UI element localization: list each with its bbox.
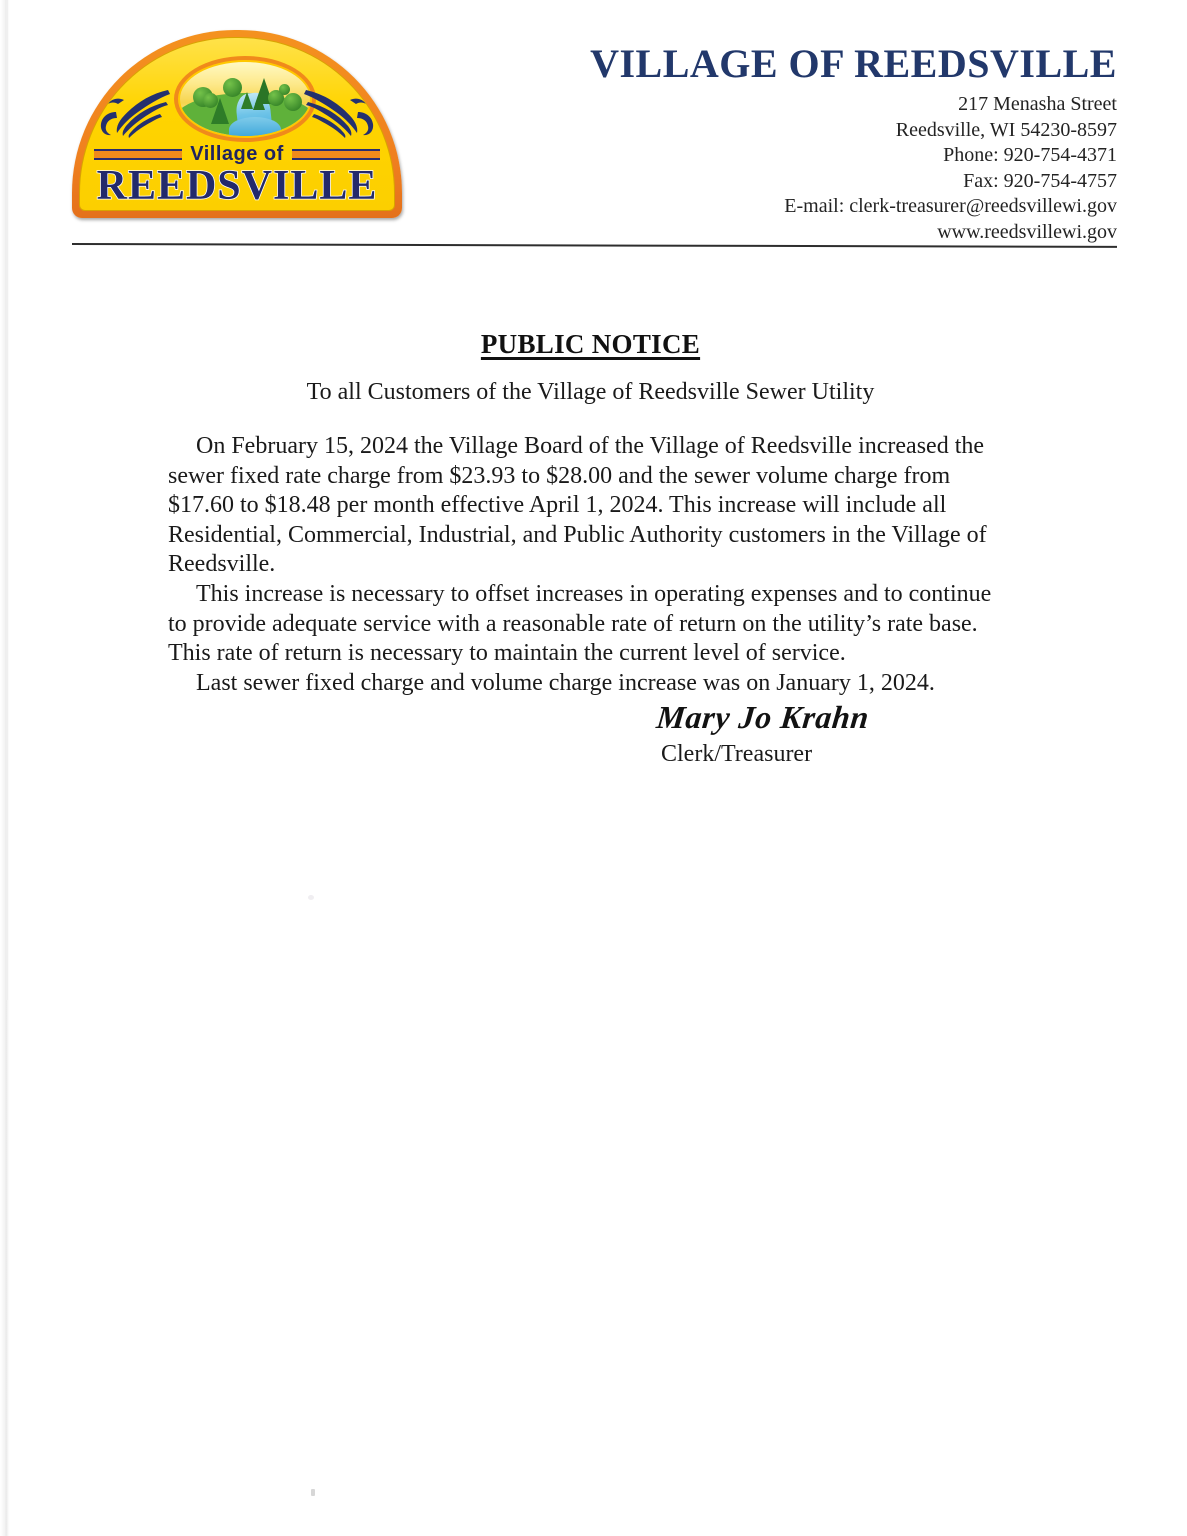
organization-title: VILLAGE OF REEDSVILLE [590,41,1117,86]
logo-village-of-label: Village of [190,142,284,165]
logo-plate-face [79,37,395,211]
logo-village-name: REEDSVILLE [96,163,378,209]
contact-street: 217 Menasha Street [958,93,1117,115]
contact-fax: Fax: 920-754-4757 [963,169,1117,192]
notice-paragraph: This increase is necessary to offset increases in operating expenses and to continue to provide adequate service with a reasonable rate of return on the utility’s rate base. This rate of return is necessary to maintain the current level of service. [168,580,992,667]
signature-role: Clerk/Treasurer [661,741,813,767]
signature-name: Mary Jo Krahn [654,699,871,735]
scan-speck-artifact-upper [308,895,314,900]
flourish-left-icon [98,86,176,138]
notice-body [168,328,1013,698]
contact-website: www.reedsvillewi.gov [937,220,1117,243]
letterhead-header [0,0,1187,250]
logo-rule-right [292,149,380,160]
flourish-right-icon [298,86,376,138]
notice-subtitle: To all Customers of the Village of Reedsville Sewer Utility [306,379,875,405]
page-title: PUBLIC NOTICE [480,329,701,359]
notice-paragraphs [168,432,1013,698]
contact-details [590,92,1117,245]
letterhead-contact-block [590,42,1117,245]
logo-rule-left [94,149,182,160]
scan-speck-artifact [311,1489,315,1496]
notice-paragraph: Last sewer fixed charge and volume charge increase was on January 1, 2024. [196,669,935,696]
contact-city: Reedsville, WI 54230-8597 [895,118,1117,141]
contact-email: E-mail: clerk-treasurer@reedsvillewi.gov [784,195,1117,217]
landscape-scene-icon [174,56,316,142]
notice-paragraph: On February 15, 2024 the Village Board of the Village of Reedsville increased the sewer fixed rate charge from $23.93 to $28.00 and the sewer volume charge from $17.60 to $18.48 per month effective April 1, 2024. This increase will include all Residential, Commercial, Industrial, and Public Authority customers in the Village of Reedsville. [168,433,987,578]
signature-block [655,700,985,769]
contact-phone: Phone: 920-754-4371 [943,144,1117,166]
village-logo [72,30,402,218]
logo-rule-bottom [94,210,380,211]
